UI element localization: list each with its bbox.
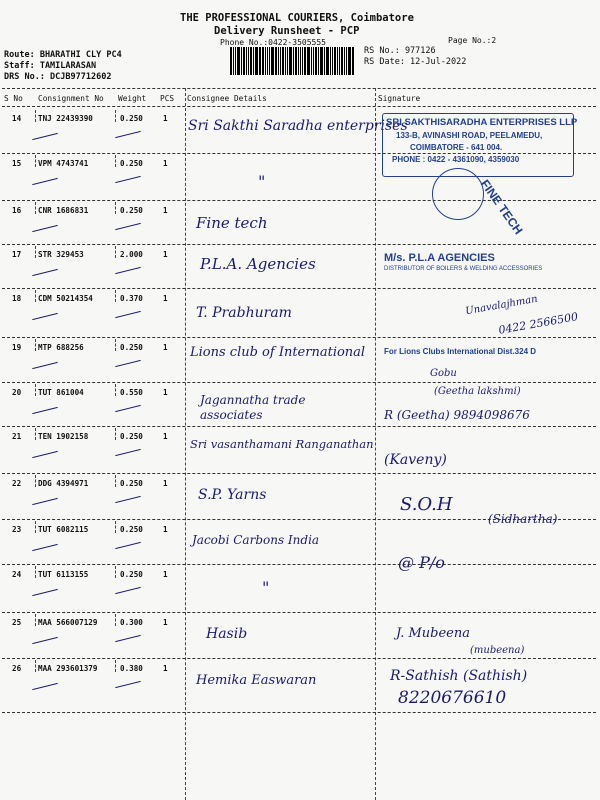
stamp-sakthi-city: COIMBATORE - 641 004. [410,143,503,152]
row-weight: 0.250 [120,432,143,441]
barcode-bar [255,47,258,75]
barcode-bar [230,47,232,75]
row-sno: 22 [12,479,22,488]
row-consignment-no: STR 329453 [38,250,84,259]
weight-divider [115,290,116,302]
staff: Staff: TAMILARASAN [4,61,97,71]
row-consignment-no: TUT 6113155 [38,570,89,579]
tick-mark [115,681,140,688]
row-separator [2,473,596,474]
runsheet-meta-left [4,50,122,83]
row-pcs: 1 [163,294,168,303]
row-weight: 0.250 [120,525,143,534]
signature-19: Gobu [430,368,457,379]
barcode-bar [346,47,347,75]
barcode-bar [267,47,268,75]
row-consignment-no: CDM 50214354 [38,294,93,303]
barcode-bar [304,47,306,75]
table-header-line [2,106,596,107]
row-weight: 0.250 [120,343,143,352]
barcode-bar [321,47,323,75]
barcode-bar [241,47,242,75]
row-pcs: 1 [163,343,168,352]
col-header-consignee: Consignee Details [187,94,267,103]
tick-mark [32,451,57,458]
tick-mark [32,544,57,551]
weight-divider [115,521,116,533]
consignment-divider [35,155,36,167]
page-number: Page No.:2 [448,36,497,45]
stamp-sakthi-phone: PHONE : 0422 - 4361090, 4359030 [392,155,520,164]
consignment-divider [35,614,36,626]
tick-mark [115,267,140,274]
consignment-divider [35,384,36,396]
barcode-bar [233,47,234,75]
tick-mark [115,542,140,549]
barcode-bar [293,47,294,75]
barcode-bar [341,47,343,75]
signature-20-name: (Geetha lakshmi) [434,386,521,397]
tick-mark [115,131,140,138]
barcode-bar [315,47,317,75]
col-header-signature: Signature [378,94,421,103]
row-consignment-no: MTP 688256 [38,343,84,352]
signature-22-name: (Sidhartha) [488,512,558,526]
tick-mark [115,176,140,183]
stamp-pla-agencies: M/s. P.L.A AGENCIES [384,252,495,264]
barcode-bar [259,47,260,75]
route: Route: BHARATHI CLY PC4 [4,50,122,60]
stamp-lions-club: For Lions Clubs International Dist.324 D [384,347,537,356]
barcode-bar [339,47,340,75]
consignee-26: Hemika Easwaran [196,673,317,688]
weight-divider [115,155,116,167]
consignee-18: T. Prabhuram [196,305,292,321]
signature-18: Unavalajhman [464,293,539,318]
barcode-bar [243,47,245,75]
row-separator [2,288,596,289]
row-pcs: 1 [163,618,168,627]
tick-mark [115,449,140,456]
row-consignment-no: VPM 4743741 [38,159,89,168]
weight-divider [115,660,116,672]
rs-number: RS No.: 977126 [364,46,436,56]
tick-mark [32,362,57,369]
weight-divider [115,428,116,440]
tick-mark [32,225,57,232]
row-separator [2,200,596,201]
weight-divider [115,110,116,122]
signature-22: S.O.H [400,494,453,515]
tick-mark [115,496,140,503]
barcode-bar [250,47,252,75]
signature-23: @ P/o [398,553,445,572]
consignee-16: Fine tech [196,214,268,232]
row-separator [2,658,596,659]
tick-mark [115,360,140,367]
runsheet-title: THE PROFESSIONAL COURIERS, Coimbatore [180,12,414,24]
row-separator [2,712,596,713]
tick-mark [32,407,57,414]
consignee-23: Jacobi Carbons India [192,533,320,547]
row-pcs: 1 [163,250,168,259]
row-separator [2,382,596,383]
stamp-sakthi-name: SRI SAKTHISARADHA ENTERPRISES LLP [386,117,578,128]
stamp-pla-subtitle: DISTRIBUTOR OF BOILERS & WELDING ACCESSORIES [384,266,543,272]
row-weight: 0.300 [120,618,143,627]
row-pcs: 1 [163,525,168,534]
col-header-weight: Weight [118,94,147,103]
rs-date: RS Date: 12-Jul-2022 [364,57,467,67]
barcode-bar [295,47,297,75]
row-pcs: 1 [163,664,168,673]
barcode-bar [318,47,319,75]
row-sno: 14 [12,114,22,123]
consignment-divider [35,339,36,351]
barcode-bar [262,47,264,75]
consignee-22: S.P. Yarns [198,487,267,503]
row-pcs: 1 [163,159,168,168]
weight-divider [115,246,116,258]
barcode-bar [326,47,329,75]
row-sno: 15 [12,159,22,168]
row-sno: 20 [12,388,22,397]
stamp-sakthi-address: 133-B, AVINASHI ROAD, PEELAMEDU, [396,131,543,140]
row-weight: 0.250 [120,570,143,579]
barcode-bar [298,47,299,75]
row-pcs: 1 [163,570,168,579]
consignee-17: P.L.A. Agencies [200,255,316,273]
barcode-bar [337,47,338,75]
stamp-fine-tech: FINE TECH [477,177,526,237]
col-header-pcs: PCS [160,94,175,103]
row-sno: 17 [12,250,22,259]
consignment-divider [35,246,36,258]
barcode-bar [352,47,354,75]
row-sno: 21 [12,432,22,441]
tick-mark [115,311,140,318]
tick-mark [32,589,57,596]
row-separator [2,426,596,427]
consignee-21: Sri vasanthamani Ranganathan [190,437,374,451]
weight-divider [115,202,116,214]
row-sno: 16 [12,206,22,215]
consignment-divider [35,475,36,487]
row-sno: 26 [12,664,22,673]
barcode-bar [300,47,301,75]
col-header-sno: S No [4,94,23,103]
col-header-consignment: Consignment No [38,94,104,103]
consignee-19: Lions club of International [190,345,366,360]
row-weight: 0.250 [120,206,143,215]
weight-divider [115,339,116,351]
tick-mark [32,637,57,644]
tick-mark [32,133,57,140]
consignee-25: Hasib [206,626,248,642]
signature-20: R (Geetha) 9894098676 [384,408,530,422]
row-weight: 0.250 [120,159,143,168]
stamp-seal-circle [432,168,484,220]
consignee-14: Sri Sakthi Saradha enterprises [188,118,408,134]
row-sno: 24 [12,570,22,579]
row-pcs: 1 [163,206,168,215]
barcode-bar [282,47,284,75]
signature-18-phone: 0422 2566500 [497,310,580,337]
barcode-bar [248,47,249,75]
row-sno: 18 [12,294,22,303]
barcode-bar [278,47,279,75]
tick-mark [115,405,140,412]
barcode-bar [330,47,331,75]
barcode-bar [265,47,266,75]
row-separator [2,612,596,613]
runsheet-subtitle: Delivery Runsheet - PCP [214,25,360,37]
barcode-bar [280,47,281,75]
barcode-bar [285,47,286,75]
row-consignment-no: TEN 1902158 [38,432,89,441]
row-consignment-no: DDG 4394971 [38,479,89,488]
phone-number: Phone No.:0422-3505555 [220,38,326,47]
tick-mark [115,635,140,642]
consignment-divider [35,521,36,533]
barcode-bar [334,47,336,75]
row-weight: 0.250 [120,114,143,123]
barcode-bar [271,47,274,75]
barcode-bar [348,47,351,75]
barcode-bar [287,47,288,75]
barcode-bar [253,47,254,75]
consignment-divider [35,428,36,440]
tick-mark [32,178,57,185]
weight-divider [115,475,116,487]
row-separator [2,564,596,565]
barcode-bar [344,47,345,75]
consignment-divider [35,566,36,578]
row-pcs: 1 [163,388,168,397]
barcode-bar [307,47,310,75]
barcode-bar [235,47,236,75]
barcode-bar [302,47,303,75]
barcode-bar [237,47,240,75]
row-separator [2,244,596,245]
row-weight: 2.000 [120,250,143,259]
barcode-bar [320,47,321,75]
consignee-15: " [258,172,266,191]
row-consignment-no: TUT 6082115 [38,525,89,534]
row-consignment-no: CNR 1686831 [38,206,89,215]
tick-mark [32,313,57,320]
drs-number: DRS No.: DCJB97712602 [4,72,112,82]
column-divider-details [185,88,186,800]
weight-divider [115,566,116,578]
table-top-line [2,88,596,89]
tick-mark [115,223,140,230]
weight-divider [115,384,116,396]
consignment-divider [35,290,36,302]
column-divider-signature [375,88,376,800]
row-weight: 0.380 [120,664,143,673]
tick-mark [32,498,57,505]
row-weight: 0.550 [120,388,143,397]
barcode-bar [260,47,261,75]
signature-26: R-Sathish (Sathish) [390,668,528,684]
row-consignment-no: MAA 566007129 [38,618,98,627]
tick-mark [115,587,140,594]
row-weight: 0.250 [120,479,143,488]
barcode [230,47,355,75]
consignee-20: Jagannatha trade associates [200,393,306,422]
signature-21-name: (Kaveny) [384,452,447,468]
row-sno: 25 [12,618,22,627]
row-weight: 0.370 [120,294,143,303]
row-separator [2,337,596,338]
row-consignment-no: TNJ 22439390 [38,114,93,123]
barcode-bar [313,47,314,75]
row-sno: 23 [12,525,22,534]
tick-mark [32,683,57,690]
signature-26-phone: 8220676610 [398,688,507,708]
consignment-divider [35,202,36,214]
row-consignment-no: MAA 293601379 [38,664,98,673]
barcode-bar [311,47,312,75]
row-pcs: 1 [163,114,168,123]
barcode-bar [269,47,270,75]
consignment-divider [35,110,36,122]
consignment-divider [35,660,36,672]
barcode-bar [332,47,333,75]
barcode-bar [275,47,277,75]
row-sno: 19 [12,343,22,352]
signature-25-name: (mubeena) [470,645,525,656]
signature-25: J. Mubeena [396,626,470,641]
weight-divider [115,614,116,626]
row-consignment-no: TUT 861004 [38,388,84,397]
row-pcs: 1 [163,432,168,441]
consignee-24: " [262,578,270,597]
row-pcs: 1 [163,479,168,488]
barcode-bar [289,47,292,75]
barcode-bar [324,47,325,75]
tick-mark [32,269,57,276]
barcode-bar [246,47,247,75]
runsheet-meta-right [364,46,466,68]
